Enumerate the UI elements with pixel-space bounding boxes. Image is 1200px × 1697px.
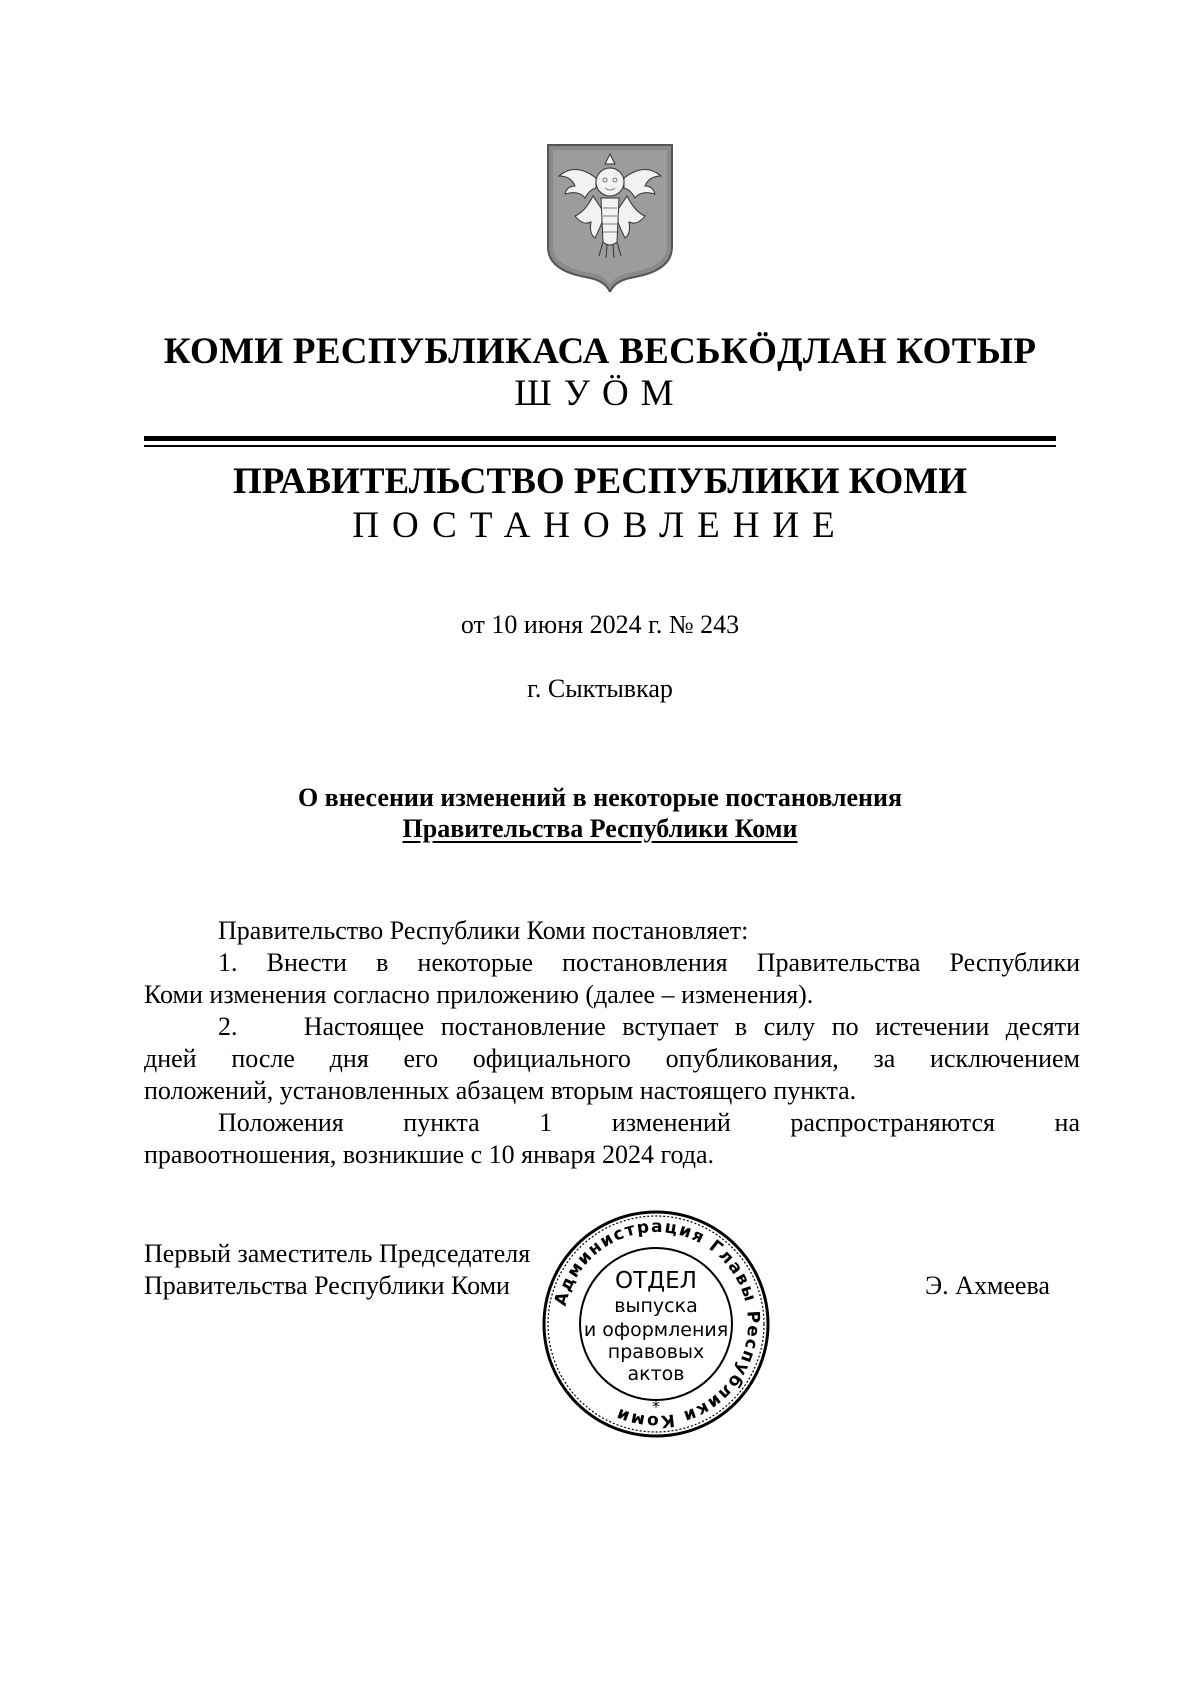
signatory-position-line1: Первый заместитель Председателя [144,1239,531,1268]
body-paragraph-2-line2: дней после дня его официального опубликования, за исключением [144,1044,1080,1073]
stamp-center-line-3: и оформления [583,1319,729,1341]
body-paragraph-3-line2: правоотношения, возникшие с 10 января 2024 года. [144,1140,715,1169]
government-header-title: ПРАВИТЕЛЬСТВО РЕСПУБЛИКИ КОМИ [233,461,967,502]
document-title-line1: О внесении изменений в некоторые постановления [297,783,903,812]
body-paragraph-1-line2: Коми изменения согласно приложению (далее – изменения). [144,980,814,1009]
body-intro: Правительство Республики Коми постановляет: [218,916,749,945]
komi-doc-type: ШУӦМ [514,373,686,414]
stamp-center-line-5: актов [627,1363,685,1385]
body-paragraph-2-line1: 2. Настоящее постановление вступает в силу по истечении десяти [218,1012,1080,1041]
stamp-center-line-4: правовых [607,1341,705,1363]
document-title-line2-text: Правительства Республики Коми [402,814,798,843]
body-paragraph-1-line1: 1. Внести в некоторые постановления Правительства Республики [218,948,1080,977]
document-city: г. Сыктывкар [527,674,673,703]
body-paragraph-3-line1: Положения пункта 1 изменений распространяются на [218,1108,1080,1137]
header-divider-thin [144,445,1056,447]
header-divider-thick [144,436,1056,441]
body-paragraph-2-line3: положений, установленных абзацем вторым настоящего пункта. [144,1076,857,1105]
document-title-line2 [0,814,1200,844]
signatory-position-line2: Правительства Республики Коми [144,1271,510,1300]
stamp-center-line-2: выпуска [614,1295,698,1317]
komi-header-title: КОМИ РЕСПУБЛИКАСА ВЕСЬКӦДЛАН КОТЫР [163,331,1037,372]
document-date-number: от 10 июня 2024 г. № 243 [460,610,740,639]
coat-of-arms-icon [545,142,675,292]
official-stamp [540,1208,772,1440]
document-type: ПОСТАНОВЛЕНИЕ [352,505,848,546]
stamp-ring-text: Администрация Главы Республики Коми [550,1216,764,1432]
stamp-center-line-1: ОТДЕЛ [615,1268,697,1294]
stamp-star: * [652,1397,660,1416]
signatory-name: Э. Ахмеева [925,1271,1050,1300]
